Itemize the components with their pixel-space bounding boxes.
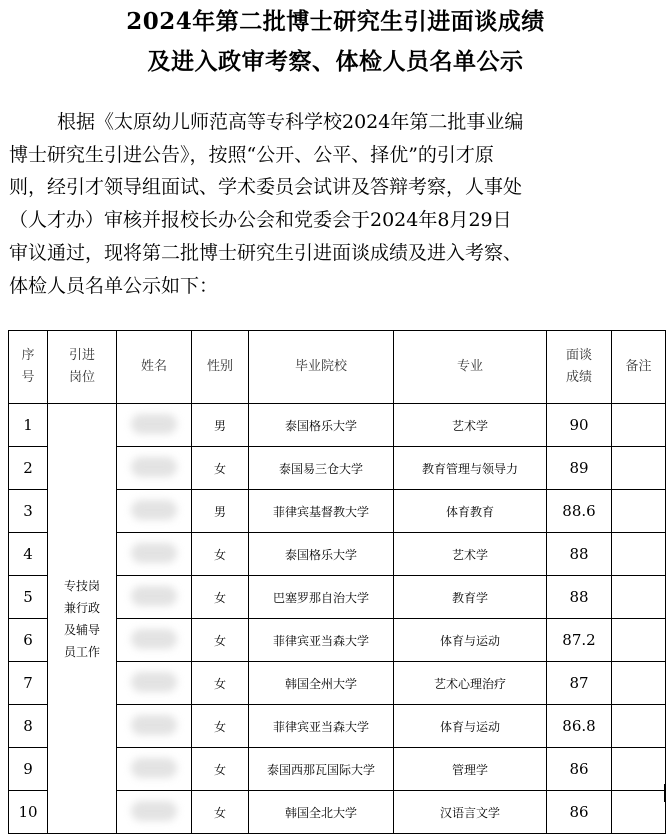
cell-name <box>117 791 192 834</box>
cell-name <box>117 490 192 533</box>
cell-major: 艺术学 <box>394 533 547 576</box>
cell-seq: 9 <box>9 748 48 791</box>
cell-gender: 女 <box>192 576 249 619</box>
header-school: 毕业院校 <box>249 331 394 404</box>
header-post: 引进岗位 <box>48 331 117 404</box>
cell-name <box>117 404 192 447</box>
cell-gender: 女 <box>192 447 249 490</box>
cell-major: 体育与运动 <box>394 705 547 748</box>
redacted-name <box>131 500 177 520</box>
cell-seq: 6 <box>9 619 48 662</box>
cell-name <box>117 576 192 619</box>
cell-seq: 5 <box>9 576 48 619</box>
redacted-name <box>131 414 177 434</box>
cell-note <box>612 447 666 490</box>
cell-gender: 女 <box>192 619 249 662</box>
paragraph-line: 体检人员名单公示如下： <box>9 274 219 297</box>
cell-school: 韩国全州大学 <box>249 662 394 705</box>
cell-school: 泰国格乐大学 <box>249 404 394 447</box>
intro-paragraph <box>9 106 661 302</box>
cell-seq: 2 <box>9 447 48 490</box>
redacted-name <box>131 758 177 778</box>
post-label: 专技岗兼行政及辅导员工作 <box>63 578 100 659</box>
cell-gender: 女 <box>192 748 249 791</box>
cell-seq: 3 <box>9 490 48 533</box>
table-header-row <box>9 331 666 404</box>
page-edge-mark <box>664 784 666 802</box>
header-major: 专业 <box>394 331 547 404</box>
paragraph-line: 审议通过，现将第二批博士研究生引进面谈成绩及进入考察、 <box>9 241 523 264</box>
redacted-name <box>131 543 177 563</box>
cell-name <box>117 662 192 705</box>
cell-school: 泰国西那瓦国际大学 <box>249 748 394 791</box>
cell-seq: 4 <box>9 533 48 576</box>
header-seq: 序号 <box>9 331 48 404</box>
cell-name <box>117 705 192 748</box>
cell-gender: 女 <box>192 705 249 748</box>
cell-school: 韩国全北大学 <box>249 791 394 834</box>
cell-score: 87.2 <box>547 619 612 662</box>
cell-note <box>612 748 666 791</box>
cell-note <box>612 490 666 533</box>
cell-major: 体育与运动 <box>394 619 547 662</box>
paragraph-line: 博士研究生引进公告》，按照“公开、公平、择优”的引才原 <box>9 143 494 166</box>
cell-note <box>612 619 666 662</box>
cell-score: 88.6 <box>547 490 612 533</box>
redacted-name <box>131 715 177 735</box>
cell-major: 管理学 <box>394 748 547 791</box>
header-note: 备注 <box>612 331 666 404</box>
cell-major: 教育学 <box>394 576 547 619</box>
cell-seq: 8 <box>9 705 48 748</box>
cell-note <box>612 533 666 576</box>
cell-school: 菲律宾基督教大学 <box>249 490 394 533</box>
document-title-line2: 及进入政审考察、体检人员名单公示 <box>147 48 524 75</box>
cell-major: 体育教育 <box>394 490 547 533</box>
cell-seq: 7 <box>9 662 48 705</box>
cell-major: 汉语言文学 <box>394 791 547 834</box>
redacted-name <box>131 586 177 606</box>
cell-score: 90 <box>547 404 612 447</box>
cell-major: 教育管理与领导力 <box>394 447 547 490</box>
cell-school: 菲律宾亚当森大学 <box>249 705 394 748</box>
cell-note <box>612 791 666 834</box>
paragraph-line: 则，经引才领导组面试、学术委员会试讲及答辩考察，人事处 <box>9 176 523 199</box>
header-name: 姓名 <box>117 331 192 404</box>
cell-school: 菲律宾亚当森大学 <box>249 619 394 662</box>
cell-score: 88 <box>547 533 612 576</box>
cell-score: 87 <box>547 662 612 705</box>
cell-score: 86.8 <box>547 705 612 748</box>
cell-school: 泰国易三仓大学 <box>249 447 394 490</box>
cell-major: 艺术学 <box>394 404 547 447</box>
cell-score: 86 <box>547 748 612 791</box>
cell-gender: 男 <box>192 404 249 447</box>
header-gender: 性别 <box>192 331 249 404</box>
cell-school: 巴塞罗那自治大学 <box>249 576 394 619</box>
cell-gender: 女 <box>192 791 249 834</box>
cell-score: 88 <box>547 576 612 619</box>
cell-gender: 女 <box>192 533 249 576</box>
cell-note <box>612 404 666 447</box>
cell-score: 89 <box>547 447 612 490</box>
cell-note <box>612 705 666 748</box>
cell-seq: 10 <box>9 791 48 834</box>
cell-name <box>117 447 192 490</box>
cell-name <box>117 748 192 791</box>
cell-name <box>117 619 192 662</box>
paragraph-line: 根据《太原幼儿师范高等专科学校2024年第二批事业编 <box>57 111 524 133</box>
header-score: 面谈成绩 <box>547 331 612 404</box>
cell-seq: 1 <box>9 404 48 447</box>
cell-gender: 女 <box>192 662 249 705</box>
redacted-name <box>131 801 177 821</box>
cell-note <box>612 576 666 619</box>
redacted-name <box>131 629 177 649</box>
paragraph-line: （人才办）审核并报校长办公会和党委会于2024年8月29日 <box>9 209 512 232</box>
redacted-name <box>131 672 177 692</box>
cell-major: 艺术心理治疗 <box>394 662 547 705</box>
table-row <box>9 404 666 447</box>
redacted-name <box>131 457 177 477</box>
cell-post <box>48 404 117 834</box>
cell-score: 86 <box>547 791 612 834</box>
cell-school: 泰国格乐大学 <box>249 533 394 576</box>
cell-note <box>612 662 666 705</box>
cell-gender: 男 <box>192 490 249 533</box>
candidate-table <box>8 330 666 834</box>
document-title-line1: 2024年第二批博士研究生引进面谈成绩 <box>126 8 545 35</box>
cell-name <box>117 533 192 576</box>
